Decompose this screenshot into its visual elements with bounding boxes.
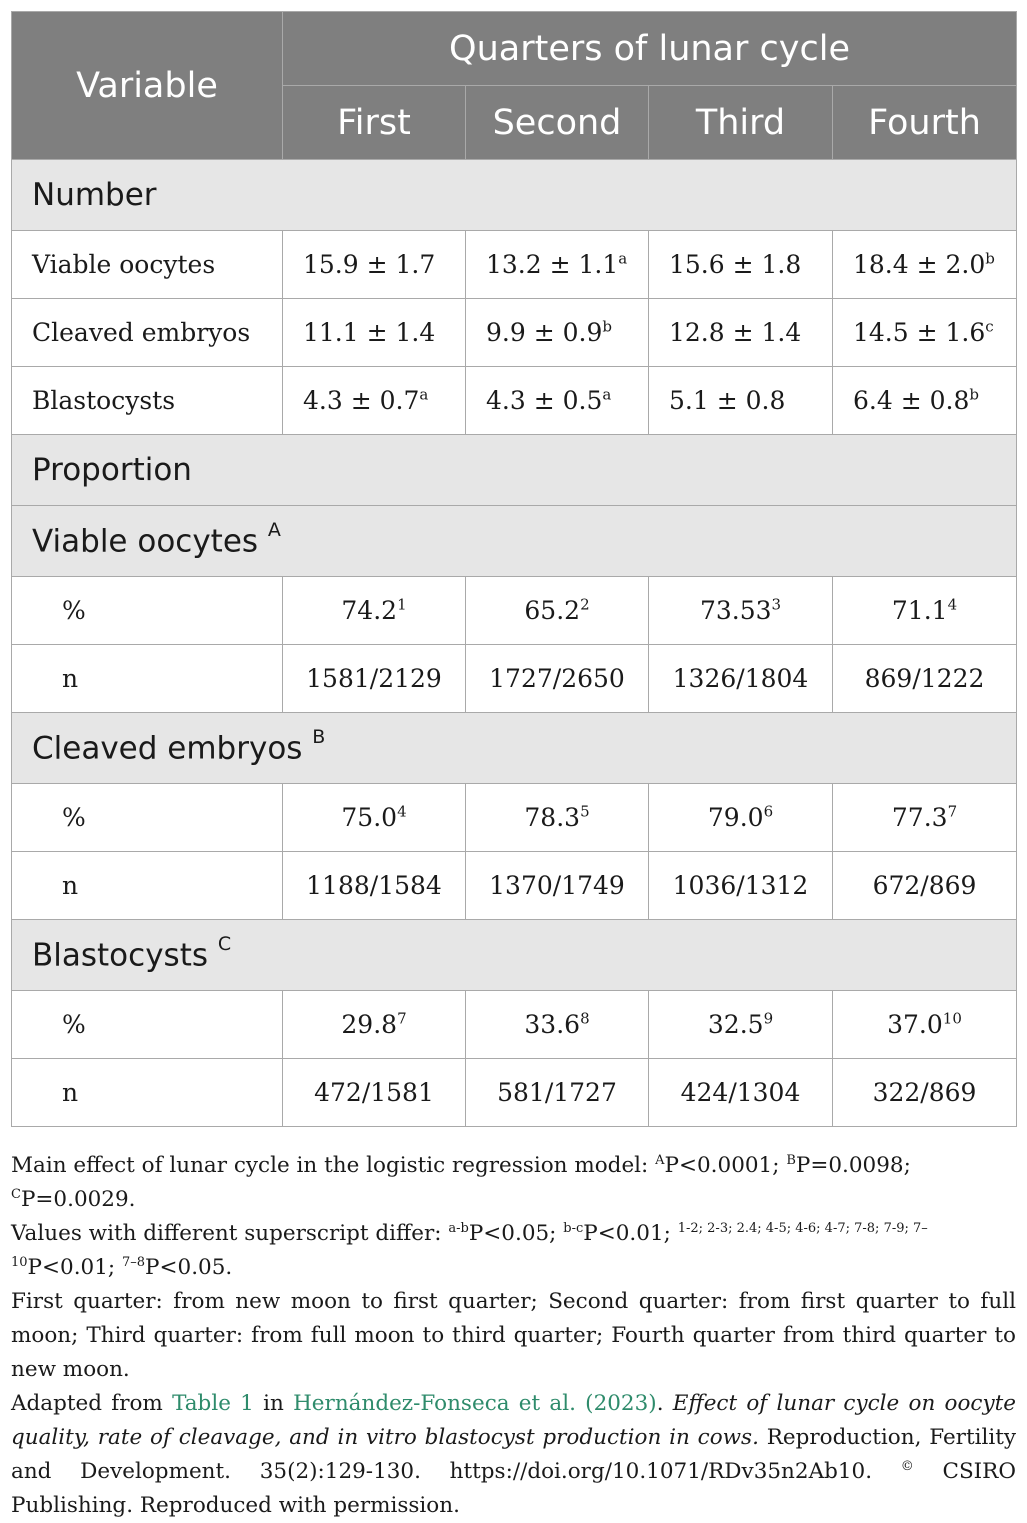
table-cell: 74.2$^1$ bbox=[283, 577, 466, 645]
table-row bbox=[12, 852, 1017, 920]
row-label: Viable oocytes bbox=[12, 231, 283, 299]
table-cell: 1727/2650 bbox=[466, 645, 649, 713]
table-row bbox=[12, 577, 1017, 645]
table-cell: 672/869 bbox=[833, 852, 1017, 920]
table-cell: 6.4 ± 0.8$^b$ bbox=[833, 367, 1017, 435]
lunar-cycle-table bbox=[11, 11, 1017, 1127]
table-cell: 1326/1804 bbox=[649, 645, 833, 713]
table-cell: 4.3 ± 0.7$^a$ bbox=[283, 367, 466, 435]
table-cell: 15.6 ± 1.8 bbox=[649, 231, 833, 299]
section-blastocysts: Blastocysts $^C$ bbox=[12, 920, 1017, 991]
footnote-main-effect: Main effect of lunar cycle in the logistic regression model: $^A$P<0.0001; $^B$P=0.0098; $^C$P=0.0029. bbox=[11, 1152, 911, 1212]
table-cell: 4.3 ± 0.5$^a$ bbox=[466, 367, 649, 435]
table-cell: 1188/1584 bbox=[283, 852, 466, 920]
table-cell: 1370/1749 bbox=[466, 852, 649, 920]
table-cell: 9.9 ± 0.9$^b$ bbox=[466, 299, 649, 367]
table-cell: 1036/1312 bbox=[649, 852, 833, 920]
table-cell: 75.0$^4$ bbox=[283, 784, 466, 852]
table-cell: 79.0$^6$ bbox=[649, 784, 833, 852]
table-cell: 581/1727 bbox=[466, 1059, 649, 1127]
reference-link[interactable]: Hernández-Fonseca et al. (2023) bbox=[293, 1391, 657, 1416]
table-cell: 71.1$^4$ bbox=[833, 577, 1017, 645]
section-proportion: Proportion bbox=[12, 435, 1017, 506]
table-cell: 11.1 ± 1.4 bbox=[283, 299, 466, 367]
row-label: % bbox=[12, 577, 283, 645]
row-label: % bbox=[12, 784, 283, 852]
table-cell: 73.53$^3$ bbox=[649, 577, 833, 645]
table-cell: 322/869 bbox=[833, 1059, 1017, 1127]
table-row bbox=[12, 991, 1017, 1059]
table-cell: 13.2 ± 1.1$^a$ bbox=[466, 231, 649, 299]
header-second: Second bbox=[466, 86, 649, 160]
table-cell: 18.4 ± 2.0$^b$ bbox=[833, 231, 1017, 299]
section-number: Number bbox=[12, 160, 1017, 231]
table-cell: 37.0$^{10}$ bbox=[833, 991, 1017, 1059]
table-row bbox=[12, 299, 1017, 367]
table-row bbox=[12, 784, 1017, 852]
row-label: n bbox=[12, 1059, 283, 1127]
table-cell: 77.3$^7$ bbox=[833, 784, 1017, 852]
table-1-link[interactable]: Table 1 bbox=[172, 1391, 254, 1416]
table-footnotes bbox=[11, 1149, 1016, 1523]
header-first: First bbox=[283, 86, 466, 160]
row-label: % bbox=[12, 991, 283, 1059]
table-row bbox=[12, 645, 1017, 713]
footnote-superscripts: Values with different superscript differ: $^{a-b}$P<0.05; $^{b-c}$P<0.01; $^{1-2; 2-3; 2.4; 4-5; 4-6; 4-7; 7-8; 7-9; 7-10}$P<0.01; $^{7-8}$P<0.05. bbox=[11, 1220, 928, 1280]
results-table-container bbox=[11, 11, 1016, 1127]
table-cell: 869/1222 bbox=[833, 645, 1017, 713]
header-fourth: Fourth bbox=[833, 86, 1017, 160]
table-cell: 424/1304 bbox=[649, 1059, 833, 1127]
footnote-source: Adapted from Table 1 in Hernández-Fonseca et al. (2023). Effect of lunar cycle on oocyte quality, rate of cleavage, and in vitro blastocyst production in cows. Reproduction, Fertility and Development. 35(2):129-130. https://doi.org/10.1071/RDv35n2Ab10. © CSIRO Publishing. Reproduced with permission. bbox=[11, 1391, 1017, 1518]
header-third: Third bbox=[649, 86, 833, 160]
table-cell: 1581/2129 bbox=[283, 645, 466, 713]
table-cell: 5.1 ± 0.8 bbox=[649, 367, 833, 435]
table-cell: 32.5$^9$ bbox=[649, 991, 833, 1059]
table-cell: 15.9 ± 1.7 bbox=[283, 231, 466, 299]
table-cell: 12.8 ± 1.4 bbox=[649, 299, 833, 367]
row-label: Blastocysts bbox=[12, 367, 283, 435]
row-label: n bbox=[12, 852, 283, 920]
table-cell: 78.3$^5$ bbox=[466, 784, 649, 852]
table-cell: 29.8$^7$ bbox=[283, 991, 466, 1059]
footnote-quarters: First quarter: from new moon to first quarter; Second quarter: from first quarter to full moon; Third quarter: from full moon to third quarter; Fourth quarter from third quarter to new moon. bbox=[11, 1289, 1016, 1382]
table-cell: 14.5 ± 1.6$^c$ bbox=[833, 299, 1017, 367]
section-cleaved-embryos: Cleaved embryos $^B$ bbox=[12, 713, 1017, 784]
table-cell: 65.2$^2$ bbox=[466, 577, 649, 645]
header-variable: Variable bbox=[12, 12, 283, 160]
table-cell: 472/1581 bbox=[283, 1059, 466, 1127]
header-quarters-group: Quarters of lunar cycle bbox=[283, 12, 1017, 86]
row-label: n bbox=[12, 645, 283, 713]
table-row bbox=[12, 367, 1017, 435]
table-row bbox=[12, 1059, 1017, 1127]
table-cell: 33.6$^8$ bbox=[466, 991, 649, 1059]
table-row bbox=[12, 231, 1017, 299]
section-viable-oocytes: Viable oocytes $^A$ bbox=[12, 506, 1017, 577]
row-label: Cleaved embryos bbox=[12, 299, 283, 367]
